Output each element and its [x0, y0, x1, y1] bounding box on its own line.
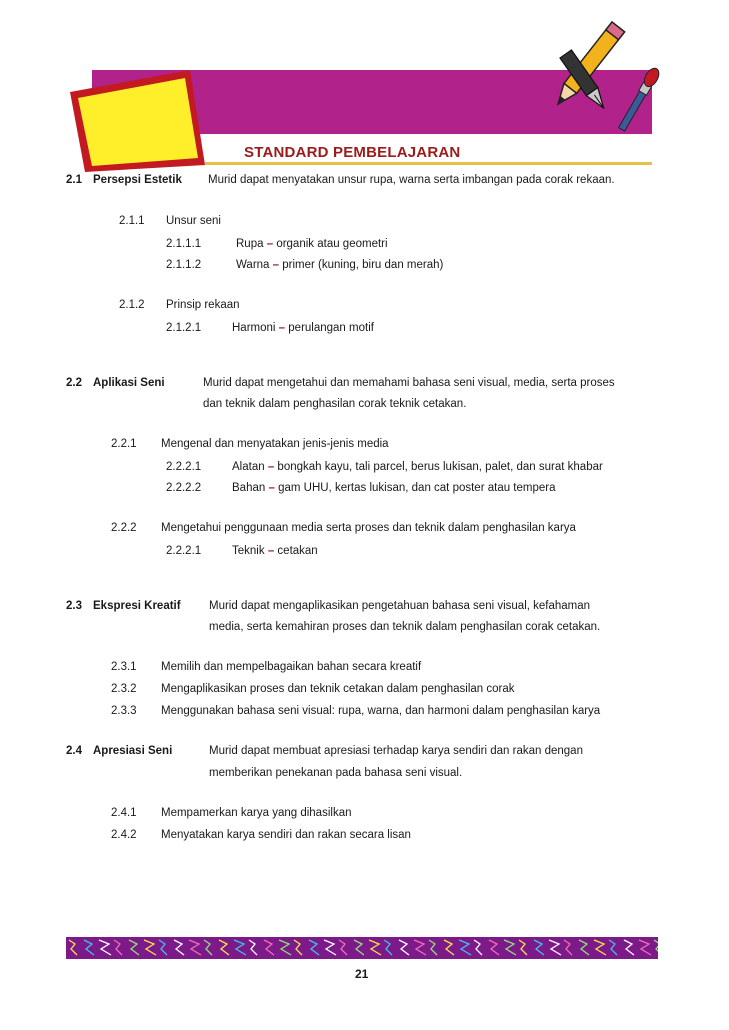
subitem-rest: gam UHU, kertas lukisan, dan cat poster atau tempera	[278, 482, 556, 494]
subitem-term: Harmoni	[232, 322, 276, 334]
subitem-term: Warna	[236, 259, 270, 271]
item-text: Menggunakan bahasa seni visual: rupa, warna, dan harmoni dalam penghasilan karya	[161, 705, 601, 717]
item-number: 2.2.2	[111, 522, 137, 534]
subitem-number: 2.1.1.1	[166, 238, 202, 250]
subitem-number: 2.2.2.1	[166, 461, 202, 473]
subitem-term: Alatan	[232, 461, 265, 473]
page-number: 21	[355, 967, 369, 981]
subitem-term: Teknik	[232, 545, 265, 557]
section-description: dan teknik dalam penghasilan corak teknik cetakan.	[203, 398, 467, 410]
subitem-number: 2.2.2.1	[166, 545, 202, 557]
subitem-number: 2.2.2.2	[166, 482, 202, 494]
subitem-dash: –	[267, 545, 275, 557]
item-text: Memilih dan mempelbagaikan bahan secara kreatif	[161, 661, 422, 673]
section-description: media, serta kemahiran proses dan teknik dalam penghasilan corak cetakan.	[209, 621, 601, 633]
item-text: Menyatakan karya sendiri dan rakan secara lisan	[161, 829, 411, 841]
subitem-rest: organik atau geometri	[276, 238, 388, 250]
footer-strip-graphic	[66, 937, 658, 959]
section-description: Murid dapat membuat apresiasi terhadap karya sendiri dan rakan dengan	[209, 745, 583, 757]
strip-background	[66, 937, 658, 959]
item-text: Unsur seni	[166, 215, 221, 227]
item-number: 2.4.1	[111, 807, 137, 819]
header-banner	[0, 0, 729, 175]
page-title: STANDARD PEMBELAJARAN	[244, 144, 461, 161]
subitem-line	[232, 459, 603, 475]
section-description: memberikan penekanan pada bahasa seni visual.	[209, 767, 463, 779]
subitem-rest: bongkah kayu, tali parcel, berus lukisan, palet, dan surat khabar	[277, 461, 603, 473]
subitem-number: 2.1.1.2	[166, 259, 202, 271]
subitem-line	[236, 236, 388, 252]
section-number: 2.3	[66, 600, 82, 612]
item-number: 2.3.2	[111, 683, 137, 695]
banner-underline	[205, 162, 652, 165]
item-number: 2.1.1	[119, 215, 145, 227]
subitem-number: 2.1.2.1	[166, 322, 202, 334]
item-text: Mengetahui penggunaan media serta proses dan teknik dalam penghasilan karya	[161, 522, 576, 534]
section-name: Aplikasi Seni	[93, 377, 165, 389]
section-number: 2.1	[66, 174, 82, 186]
item-text: Prinsip rekaan	[166, 299, 240, 311]
subitem-line	[232, 320, 374, 336]
item-number: 2.4.2	[111, 829, 137, 841]
section-description: Murid dapat mengaplikasikan pengetahuan bahasa seni visual, kefahaman	[209, 600, 591, 612]
item-number: 2.3.1	[111, 661, 137, 673]
subitem-dash: –	[272, 259, 280, 271]
subitem-rest: perulangan motif	[288, 322, 374, 334]
subitem-term: Rupa	[236, 238, 264, 250]
item-number: 2.3.3	[111, 705, 137, 717]
item-text: Mempamerkan karya yang dihasilkan	[161, 807, 352, 819]
item-text: Mengaplikasikan proses dan teknik cetakan dalam penghasilan corak	[161, 683, 515, 695]
subitem-dash: –	[268, 482, 275, 494]
section-number: 2.2	[66, 377, 82, 389]
item-number: 2.1.2	[119, 299, 145, 311]
section-name: Ekspresi Kreatif	[93, 600, 181, 612]
subitem-rest: cetakan	[277, 545, 318, 557]
section-number: 2.4	[66, 745, 82, 757]
subitem-line	[232, 543, 318, 559]
decorative-footer-strip	[66, 937, 658, 959]
item-number: 2.2.1	[111, 438, 137, 450]
subitem-dash: –	[266, 238, 274, 250]
subitem-rest: primer (kuning, biru dan merah)	[282, 259, 444, 271]
section-description: Murid dapat mengetahui dan memahami bahasa seni visual, media, serta proses	[203, 377, 615, 389]
section-name: Apresiasi Seni	[93, 745, 173, 757]
subitem-dash: –	[267, 461, 275, 473]
section-name: Persepsi Estetik	[93, 174, 182, 186]
section-description: Murid dapat menyatakan unsur rupa, warna serta imbangan pada corak rekaan.	[208, 174, 615, 186]
subitem-line	[236, 257, 443, 273]
subitem-line	[232, 480, 556, 496]
subitem-term: Bahan	[232, 482, 266, 494]
subitem-dash: –	[278, 322, 286, 334]
item-text: Mengenal dan menyatakan jenis-jenis media	[161, 438, 389, 450]
